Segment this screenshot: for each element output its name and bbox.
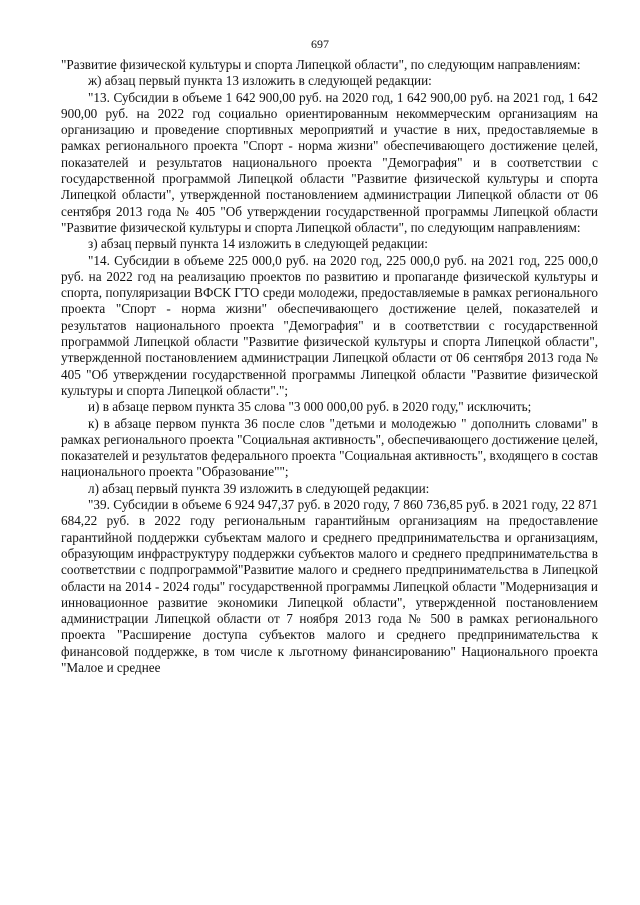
document-body [61,57,598,676]
page-number: 697 [311,37,329,51]
paragraph-point-14: "14. Субсидии в объеме 225 000,0 руб. на 2020 год, 225 000,0 руб. на 2021 год, 225 000,0 руб. на 2022 год на реализацию проектов по развитию и пропаганде физической культуры и спорта, популяризации ВФСК ГТО среди молодежи, предоставляемые в рамках регионального проекта "Спорт - норма жизни" обеспечивающего достижение целей, показателей и результатов национального проекта "Демография" и в соответствии с государственной программой Липецкой области "Развитие физической культуры и спорта Липецкой области", утвержденной постановлением администрации Липецкой области от 06 сентября 2013 года № 405 "Об утверждении государственной программы Липецкой области "Развитие физической культуры и спорта Липецкой области"."; [61,252,598,398]
paragraph-item-k: к) в абзаце первом пункта 36 после слов "детьми и молодежью " дополнить словами" в рамках регионального проекта "Социальная активность", обеспечивающего достижение целей, показателей и результатов федерального проекта "Социальная активность", входящего в состав национального проекта "Образование""; [61,415,599,480]
paragraph-item-z: з) абзац первый пункта 14 изложить в следующей редакции: [88,236,428,252]
paragraph-point-13: "13. Субсидии в объеме 1 642 900,00 руб. на 2020 год, 1 642 900,00 руб. на 2021 год, 1 642 900,00 руб. на 2022 год социально ориентированным некоммерческим организациям на организацию и проведение спортивных мероприятий и участие в них, предоставляемые в рамках регионального проекта "Спорт - норма жизни" обеспечивающего достижение целей, показателей и результатов национального проекта "Демография" и в соответствии с государственной программой Липецкой области "Развитие физической культуры и спорта Липецкой области", утвержденной постановлением администрации Липецкой области от 06 сентября 2013 года № 405 "Об утверждении государственной программы Липецкой области "Развитие физической культуры и спорта Липецкой области", по следующим направлениям: [61,89,598,235]
paragraph-item-i: и) в абзаце первом пункта 35 слова "3 000 000,00 руб. в 2020 году," исключить; [88,399,532,415]
paragraph-point-39: "39. Субсидии в объеме 6 924 947,37 руб. в 2020 году, 7 860 736,85 руб. в 2021 году, 22 871 684,22 руб. в 2022 году региональным гарантийным организациям на предоставление гарантийной поддержки субъектам малого и среднего предпринимательства и организациям, образующим инфраструктуру поддержки субъектов малого и среднего предпринимательства в соответствии с подпрограммой"Развитие малого и среднего предпринимательства в Липецкой области на 2014 - 2024 годы" государственной программы Липецкой области "Модернизация и инновационное развитие экономики Липецкой области", утвержденной постановлением администрации Липецкой области от 7 ноября 2013 года № 500 в рамках регионального проекта "Расширение доступа субъектов малого и среднего предпринимательства к финансовой поддержке, в том числе к льготному финансированию" Национального проекта "Малое и среднее [61,497,598,675]
paragraph-item-l: л) абзац первый пункта 39 изложить в следующей редакции: [88,480,430,496]
paragraph-item-zh: ж) абзац первый пункта 13 изложить в следующей редакции: [88,73,432,89]
paragraph-continuation: "Развитие физической культуры и спорта Липецкой области", по следующим направлениям: [61,57,581,72]
